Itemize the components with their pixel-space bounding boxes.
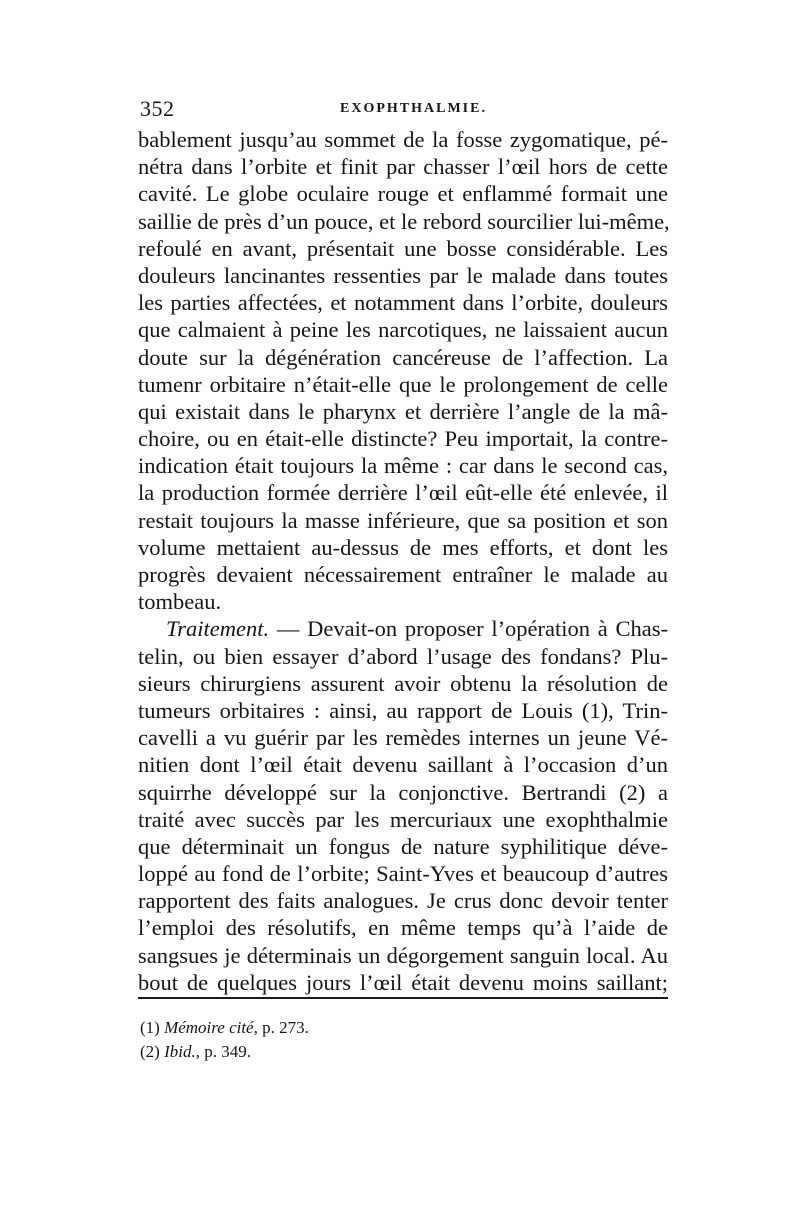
text-line: restait toujours la masse inférieure, que sa position et son	[138, 507, 668, 533]
running-title: EXOPHTHALMIE.	[340, 101, 487, 116]
text-line-paragraph-end: tombeau.	[138, 589, 222, 615]
footnote-source-title: Ibid.	[164, 1042, 196, 1061]
footnote-page-ref: , p. 349.	[195, 1042, 251, 1061]
text-line: cavelli a vu guérir par les remèdes internes un jeune Vé-	[138, 725, 668, 751]
text-line: l’emploi des résolutifs, en même temps qu’à l’aide de	[138, 915, 668, 941]
text-line: rapportent des faits analogues. Je crus donc devoir tenter	[138, 888, 668, 914]
text-line: tumeurs orbitaires : ainsi, au rapport de Louis (1), Trin-	[138, 697, 668, 723]
text-line: nétra dans l’orbite et finit par chasser l’œil hors de cette	[138, 154, 668, 180]
text-line: bout de quelques jours l’œil était devenu moins saillant;	[138, 969, 668, 995]
footnote-marker: (1)	[140, 1018, 160, 1037]
text-line: sieurs chirurgiens assurent avoir obtenu la résolution de	[138, 670, 668, 696]
text-line: indication était toujours la même : car dans le second cas,	[138, 453, 668, 479]
page-number: 352	[140, 96, 175, 121]
footnote-marker: (2)	[140, 1042, 160, 1061]
page-header	[140, 96, 670, 122]
section-heading-line	[138, 615, 668, 642]
section-heading-continuation: — Devait-on proposer l’opération à Chas-	[269, 616, 668, 642]
text-line: doute sur la dégénération cancéreuse de l’affection. La	[138, 344, 668, 370]
text-line: loppé au fond de l’orbite; Saint-Yves et beaucoup d’autres	[138, 861, 668, 887]
text-line: que déterminait un fongus de nature syphilitique déve-	[138, 833, 668, 859]
text-line: progrès devaient nécessairement entraîner le malade au	[138, 562, 668, 587]
footnote-page-ref: , p. 273.	[253, 1018, 309, 1037]
text-line: choire, ou en était-elle distincte? Peu importait, la contre-	[138, 426, 668, 452]
text-line: que calmaient à peine les narcotiques, ne laissaient aucun	[138, 317, 668, 343]
text-line: bablement jusqu’au sommet de la fosse zygomatique, pé-	[138, 127, 668, 152]
footnotes	[140, 1016, 670, 1064]
text-line: refoulé en avant, présentait une bosse considérable. Les	[138, 235, 668, 261]
section-heading: Traitement.	[166, 616, 270, 642]
text-line: qui existait dans le pharynx et derrière l’angle de la mâ-	[138, 398, 668, 424]
footnote-1	[140, 1016, 670, 1040]
text-line: telin, ou bien essayer d’abord l’usage des fondans? Plu-	[138, 643, 668, 669]
text-line: tumenr orbitaire n’était-elle que le prolongement de celle	[138, 371, 668, 397]
text-line: nitien dont l’œil était devenu saillant à l’occasion d’un	[138, 752, 668, 778]
text-line: volume mettaient au-dessus de mes efforts, et dont les	[138, 534, 668, 560]
body-text	[138, 126, 668, 996]
text-line: saillie de près d’un pouce, et le rebord sourcilier lui-même,	[138, 208, 670, 234]
text-line: squirrhe développé sur la conjonctive. Bertrandi (2) a	[138, 779, 668, 805]
text-line: douleurs lancinantes ressenties par le malade dans toutes	[138, 262, 668, 288]
text-line: la production formée derrière l’œil eût-elle été enlevée, il	[138, 480, 668, 506]
text-line: les parties affectées, et notamment dans l’orbite, douleurs	[138, 290, 668, 316]
footnote-source-title: Mémoire cité	[164, 1018, 254, 1037]
text-line: traité avec succès par les mercuriaux une exophthalmie	[138, 806, 668, 832]
footnote-divider	[138, 997, 668, 999]
footnote-2	[140, 1040, 670, 1064]
text-line: cavité. Le globe oculaire rouge et enflammé formait une	[138, 181, 668, 207]
text-line: sangsues je déterminais un dégorgement sanguin local. Au	[138, 942, 668, 968]
